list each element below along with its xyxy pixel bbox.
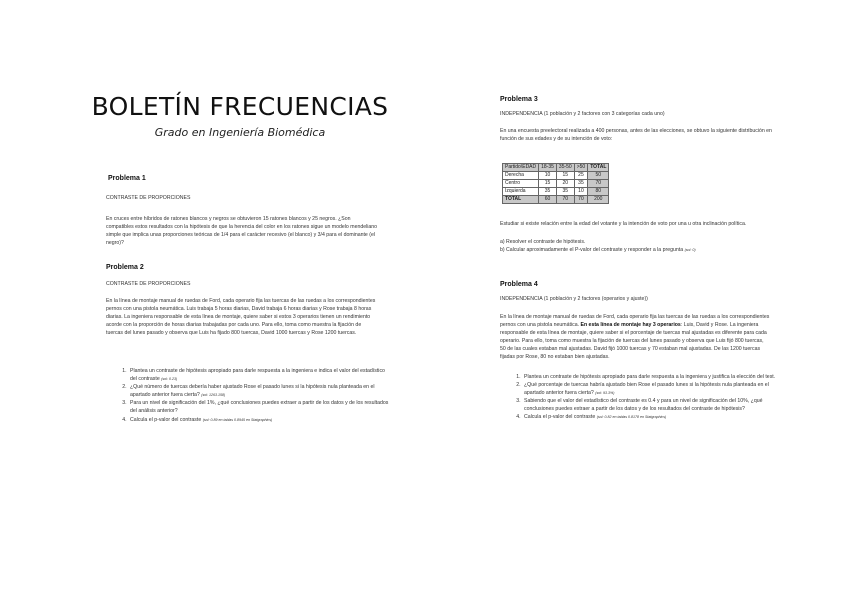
problem-3-question: Estudiar si existe relación entre la edad del votante y la intención de voto por una u otra inclinación política. (500, 221, 747, 227)
problem-1-body: En cruces entre híbridos de ratones blancos y negros se obtuvieron 15 ratones blancos y 25 negros. ¿Son compatibles estos resultados con la hipótesis de que la herencia del color en los ratones sigue un modelo mendeliano simple que implica unas proporciones teóricas de 1/4 para el carácter recesivo (el blanco) y 3/4 para el dominante (el negro)? (106, 216, 378, 247)
problem-4-body: En la línea de montaje manual de ruedas de Ford, cada operario fija las tuercas de las ruedas a los correspondientes pernos con una pistola neumática. En esta línea de montaje hay 3 operarios: Luis, David y Rose. La ingeniera responsable de esta línea de montaje, quiere saber si el porcentaje de tuercas mal ajustadas es diferente para cada operario. Para ello, toma como muestra la fijación de tuercas del lunes pasado y observa que Luis fijó 800 tuercas, 50 de las cuales estaban mal ajustadas. David fijó 1000 tuercas y 70 estaban mal ajustadas. De las 1200 tuercas fijadas por Rose, 80 no estaban bien ajustadas. (500, 314, 770, 361)
problem-1-heading: Problema 1 (108, 175, 146, 182)
list-item: 1. Plantea un contraste de hipótesis apropiado para darle respuesta a la ingeniera e indica el valor del estadístico del contraste (sol: 0.23) (128, 367, 390, 383)
list-item: 2. ¿Qué porcentaje de tuercas habría ajustado bien Rose el pasado lunes si la hipótesis nula planteada en el apartado anterior fuera cierta? (sol: 93.3%) (522, 381, 784, 397)
problem-3-part-b: b) Calcular aproximadamente el P-valor del contraste y responder a la pregunta (sol: 0) (500, 247, 696, 253)
problem-2-questions (114, 367, 390, 424)
problem-2-heading: Problema 2 (106, 264, 144, 271)
page-title: BOLETÍN FRECUENCIAS (91, 92, 389, 121)
list-item: 4. Calcula el p-valor del contraste (sol: 0.82 en tablas 0.8178 en Statgraphics) (522, 413, 784, 421)
list-item: 2. ¿Qué número de tuercas debería haber ajustado Rose el pasado lunes si la hipótesis nula planteada en el apartado anterior fuera cierta? (sol: 1263.158) (128, 383, 390, 399)
list-item: 1. Plantea un contraste de hipótesis apropiado para darle respuesta a la ingeniera y justifica la elección del test. (522, 373, 784, 381)
list-item: 3. Para un nivel de significación del 1%, ¿qué conclusiones puedes extraer a partir de los datos y de los resultados del análisis anterior? (128, 399, 390, 415)
page-subtitle: Grado en Ingeniería Biomédica (154, 126, 326, 139)
problem-4-heading: Problema 4 (500, 281, 538, 288)
problem-3-part-a: a) Resolver el contraste de hipótesis. (500, 239, 586, 245)
frequency-table (502, 163, 609, 204)
list-item: 3. Sabiendo que el valor del estadístico del contraste es 0.4 y para un nivel de significación del 10%, ¿qué conclusiones puedes extraer a partir de los datos y de los resultados del contraste de hipótesis? (522, 397, 784, 413)
table-total-row: TOTAL 60 70 70 200 (503, 196, 609, 204)
problem-1-topic: CONTRASTE DE PROPORCIONES (106, 195, 191, 201)
problem-2-body: En la línea de montaje manual de ruedas de Ford, cada operario fija las tuercas de las ruedas a los correspondientes pernos con una pistola neumática. Luis trabaja 5 horas diarias, David trabaja 6 horas diarias y Rose trabaja 8 horas diarias. La ingeniera responsable de esta línea de montaje, quiere saber si estos 3 operarios tienen un rendimiento acorde con la proporción de horas diarias trabajadas por cada uno. Para ello, toma como muestra la fijación de tuercas del lunes pasado y observa que Luis ha fijado 800 tuercas, David 1000 tuercas y Rose 1200 tuercas. (106, 298, 376, 337)
table-header-row: Partido\EDAD 18-35 35-50 >50 TOTAL (503, 164, 609, 172)
problem-3-topic: INDEPENDENCIA (1 población y 2 factores con 3 categorías cada uno) (500, 111, 665, 117)
list-item: 4. Calcula el p-valor del contraste (sol: 0.89 en tablas 0.8945 en Statgraphics) (128, 416, 390, 424)
table-row: Derecha 10 15 25 50 (503, 172, 609, 180)
problem-2-topic: CONTRASTE DE PROPORCIONES (106, 281, 191, 287)
problem-4-questions (508, 373, 784, 422)
problem-3-intro: En una encuesta preelectoral realizada a 400 personas, antes de las elecciones, se obtuvo la siguiente distribución en función de sus edades y de su intención de voto: (500, 128, 772, 143)
table-row: Centro 15 20 35 70 (503, 180, 609, 188)
problem-3-heading: Problema 3 (500, 96, 538, 103)
problem-4-topic: INDEPENDENCIA (1 población y 2 factores (operarios y ajuste)) (500, 296, 648, 302)
table-row: Izquierda 35 35 10 80 (503, 188, 609, 196)
